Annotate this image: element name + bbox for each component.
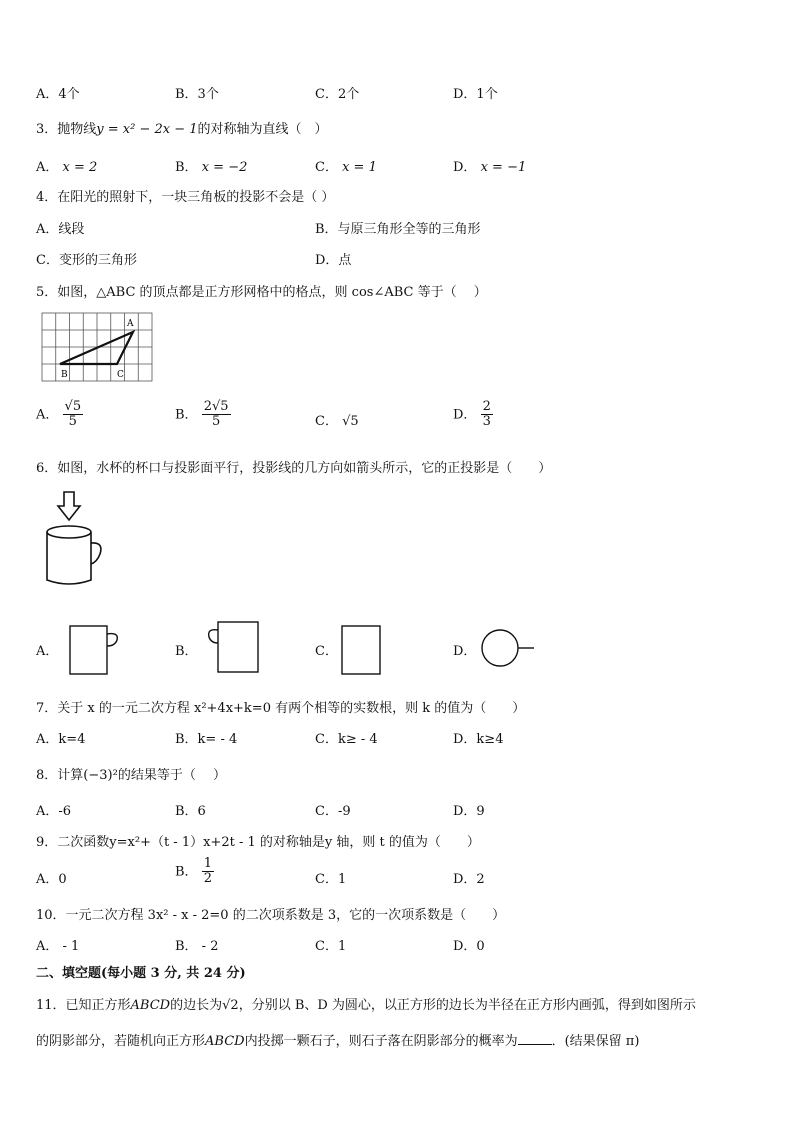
q5-option-a-fraction	[63, 400, 84, 430]
q8-option-a: A．-6	[36, 804, 72, 819]
q5-d-numerator: 2	[482, 399, 491, 414]
q6-cup-figure	[40, 490, 106, 590]
q7-stem: 7．关于 x 的一元二次方程 x²+4x+k=0 有两个相等的实数根，则 k 的值为（ ）	[36, 701, 526, 716]
q10-option-a: A． - 1	[36, 939, 80, 954]
q5-a-denominator: 5	[68, 414, 77, 430]
q2-option-b: B．3个	[175, 87, 219, 102]
q3-option-b	[175, 156, 247, 175]
q8-option-b: B．6	[175, 804, 206, 819]
q2-option-c: C．2个	[315, 87, 360, 102]
section-fill-in-title: 二、填空题(每小题 3 分, 共 24 分)	[36, 966, 246, 981]
q3-option-c	[315, 156, 377, 175]
q9-option-d: D．2	[453, 872, 485, 887]
q4-option-b: B．与原三角形全等的三角形	[315, 222, 481, 237]
q5-c-value: √5	[342, 414, 359, 429]
q4-stem: 4．在阳光的照射下，一块三角板的投影不会是（ ）	[36, 190, 335, 205]
q11-line2-prefix: 的阴影部分，若随机向正方形	[36, 1034, 206, 1049]
q10-option-b: B． - 2	[175, 939, 219, 954]
q8-stem	[36, 764, 226, 783]
q5-option-c-label: C．	[315, 414, 338, 429]
q6-option-d-figure	[480, 628, 538, 670]
q9-option-b-fraction	[202, 857, 214, 887]
q5-a-numerator: √5	[64, 399, 82, 414]
q5-b-numerator: 2√5	[203, 399, 229, 414]
q10-option-c: C．1	[315, 939, 347, 954]
q5-option-d-label: D．	[453, 407, 477, 423]
q3-option-d	[453, 156, 526, 175]
q3-formula: y = x² − 2x − 1	[96, 122, 198, 137]
q11-answer-blank[interactable]	[518, 1044, 552, 1045]
q2-option-a: A．4个	[36, 87, 80, 102]
q4-option-c: C．变形的三角形	[36, 253, 137, 268]
q4-option-a: A．线段	[36, 222, 85, 237]
q5-label-b: B	[61, 370, 68, 380]
q11-line2-suffix: 内投掷一颗石子，则石子落在阴影部分的概率为	[244, 1034, 518, 1049]
q6-stem: 6．如图，水杯的杯口与投影面平行，投影线的几方向如箭头所示，它的正投影是（ ）	[36, 461, 552, 476]
q8-option-c: C．-9	[315, 804, 351, 819]
q11-line1-prefix: 11．已知正方形	[36, 998, 131, 1013]
q3-stem	[36, 118, 328, 137]
q5-option-b	[175, 400, 231, 430]
q3-option-b-label: B．	[175, 160, 198, 175]
q9-b-denominator: 2	[203, 871, 212, 887]
q3-option-a-value: x = 2	[62, 160, 98, 175]
q7-option-c: C．k≥ - 4	[315, 732, 378, 747]
q9-option-c: C．1	[315, 872, 347, 887]
q7-option-a: A．k=4	[36, 732, 86, 747]
q6-option-c-figure	[340, 624, 384, 676]
q6-option-b-figure	[204, 620, 264, 676]
q9-option-b-label: B．	[175, 864, 198, 880]
q5-grid-figure	[40, 311, 156, 385]
q5-option-b-label: B．	[175, 407, 198, 423]
q8-stem-prefix: 8．计算	[36, 768, 84, 783]
q3-option-c-label: C．	[315, 160, 338, 175]
q5-option-c	[315, 410, 359, 429]
q10-option-d: D．0	[453, 939, 485, 954]
q6-option-a-label: A．	[36, 644, 59, 659]
q5-stem: 5．如图，△ABC 的顶点都是正方形网格中的格点，则 cos∠ABC 等于（ ）	[36, 285, 487, 300]
q11-abcd: ABCD	[130, 998, 171, 1013]
q9-option-a: A．0	[36, 872, 67, 887]
q5-label-a: A	[127, 319, 134, 329]
q5-label-c: C	[117, 370, 124, 380]
q10-stem: 10．一元二次方程 3x² - x - 2=0 的二次项系数是 3，它的一次项系数是（ ）	[36, 908, 506, 923]
q11-line1	[36, 994, 696, 1013]
q3-option-c-value: x = 1	[342, 160, 377, 175]
q11-abcd-2: ABCD	[205, 1034, 245, 1049]
q9-stem: 9．二次函数y=x²+（t - 1）x+2t - 1 的对称轴是y 轴，则 t 的值为（ ）	[36, 835, 480, 850]
q5-option-b-fraction	[202, 400, 231, 430]
q6-option-b-label: B．	[175, 644, 198, 659]
q6-option-a-figure	[68, 624, 124, 676]
q11-line2	[36, 1030, 639, 1049]
q4-option-d: D．点	[315, 253, 352, 268]
q5-b-denominator: 5	[211, 414, 221, 430]
q5-option-d	[453, 400, 493, 430]
q7-option-d: D．k≥4	[453, 732, 504, 747]
q8-option-d: D．9	[453, 804, 485, 819]
q5-option-a-label: A．	[36, 407, 59, 423]
q3-option-a-label: A．	[36, 160, 59, 175]
q11-sqrt2: √2	[222, 998, 239, 1013]
q8-stem-suffix: 的结果等于（ ）	[117, 768, 226, 783]
q5-option-d-fraction	[481, 400, 493, 430]
q11-line1-suffix: ，分别以 B、D 为圆心，以正方形的边长为半径在正方形内画弧，得到如图所示	[238, 998, 696, 1013]
q11-line2-end: ．(结果保留 π)	[551, 1034, 640, 1049]
q11-line1-mid: 的边长为	[170, 998, 223, 1013]
q3-option-d-label: D．	[453, 160, 477, 175]
q9-option-b	[175, 857, 214, 887]
q5-option-a	[36, 400, 83, 430]
q9-b-numerator: 1	[203, 856, 212, 871]
q3-option-d-value: x = −1	[480, 160, 527, 175]
q5-d-denominator: 3	[482, 414, 491, 430]
q3-option-b-value: x = −2	[201, 160, 248, 175]
q6-option-c-label: C．	[315, 644, 338, 659]
q7-option-b: B．k= - 4	[175, 732, 238, 747]
q8-formula: (−3)²	[83, 768, 118, 783]
q3-stem-prefix: 3．抛物线	[36, 122, 97, 137]
q6-option-d-label: D．	[453, 644, 477, 659]
q3-option-a	[36, 156, 97, 175]
projection-arrow-icon	[58, 492, 80, 520]
q2-option-d: D．1个	[453, 87, 498, 102]
q3-stem-suffix: 的对称轴为直线（ ）	[197, 122, 328, 137]
